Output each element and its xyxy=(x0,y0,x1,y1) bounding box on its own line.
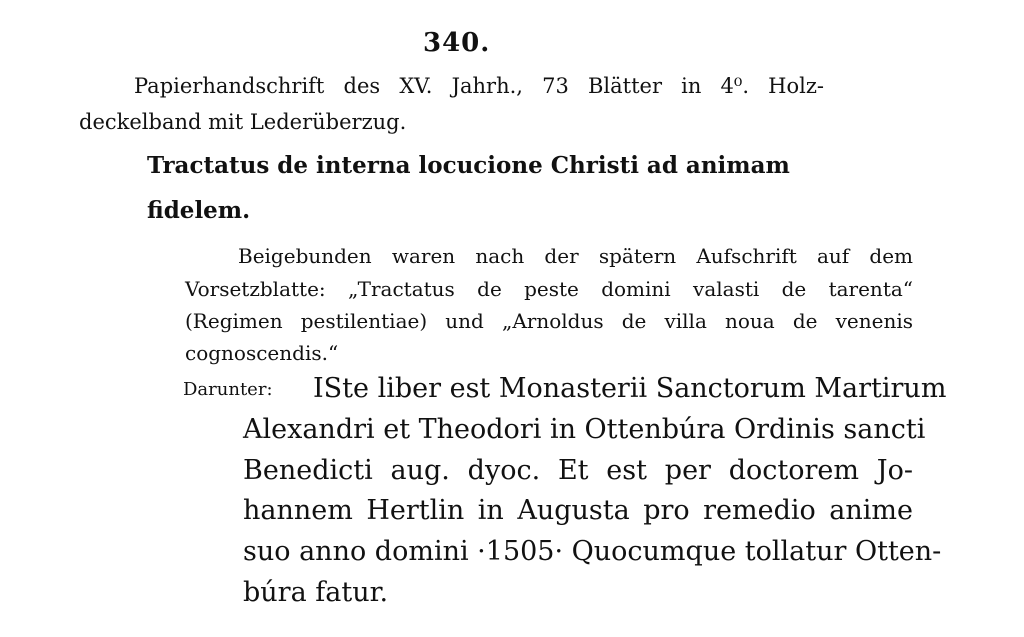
entry-number: 340. xyxy=(423,28,491,58)
title-line-2: fidelem. xyxy=(147,197,251,224)
note-line-1: Beigebunden waren nach der spätern Aufschrift auf dem xyxy=(238,244,913,268)
note-line-2: Vorsetzblatte: „Tractatus de peste domini valasti de tarenta“ xyxy=(185,277,913,301)
description-line-1: Papierhandschrift des XV. Jahrh., 73 Blätter in 4⁰. Holz- xyxy=(134,74,824,98)
title-line-1: Tractatus de interna locucione Christi ad animam xyxy=(147,152,790,179)
description-line-2: deckelband mit Lederüberzug. xyxy=(79,110,407,134)
inscription-line-5: suo anno domini ·1505· Quocumque tollatur Otten- xyxy=(243,536,942,567)
inscription-line-3: Benedicti aug. dyoc. Et est per doctorem Jo- xyxy=(243,455,913,486)
inscription-line-1: ISte liber est Monasterii Sanctorum Martirum xyxy=(313,373,947,404)
inscription-line-4: hannem Hertlin in Augusta pro remedio anime xyxy=(243,495,913,526)
inscription-line-2: Alexandri et Theodori in Ottenbúra Ordinis sancti xyxy=(243,414,926,445)
inscription-label: Darunter: xyxy=(183,379,273,400)
note-line-4: cognoscendis.“ xyxy=(185,341,339,365)
inscription-line-6: búra fatur. xyxy=(243,577,389,608)
note-line-3: (Regimen pestilentiae) und „Arnoldus de villa noua de venenis xyxy=(185,309,913,333)
